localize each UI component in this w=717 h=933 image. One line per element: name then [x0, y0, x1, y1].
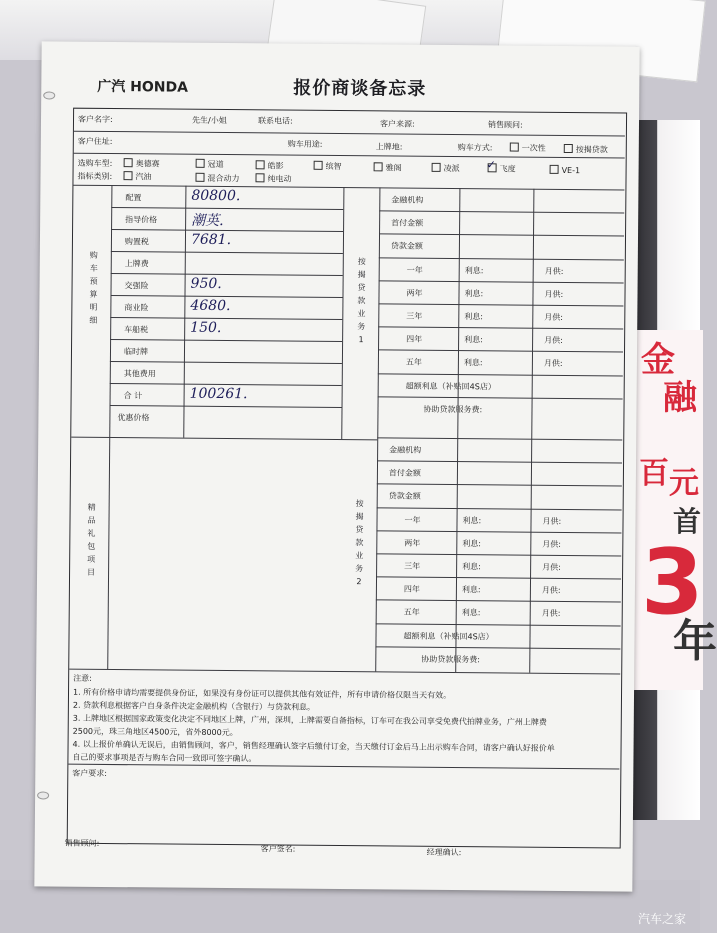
loan1-loan-year: 五年	[405, 357, 422, 368]
model-option: 冠道	[196, 159, 224, 170]
banner-char: 元	[669, 466, 699, 501]
budget-row-value: 7681.	[190, 231, 232, 249]
engine-option: 纯电动	[255, 173, 291, 184]
banner-char: 首	[673, 505, 702, 538]
budget-row-label: 合 计	[123, 391, 143, 401]
loan2-loan-year: 五年	[403, 607, 420, 618]
requirement-label: 客户要求:	[72, 768, 108, 779]
budget-row-label: 商业险	[124, 303, 149, 313]
loan1-monthly-label: 月供:	[544, 312, 564, 322]
footer-consultant: 销售顾问:	[64, 838, 100, 848]
loan2-interest-label: 利息:	[461, 608, 481, 618]
plate-label: 上牌地:	[375, 142, 403, 152]
loan1-monthly-label: 月供:	[544, 289, 564, 299]
note-item: 3. 上牌地区根据国家政策变化决定不同地区上牌，广州，深圳，上牌需要自备指标，订车可在我公司享受免费代拍牌业务，广州上牌费	[72, 713, 547, 727]
engine-option: 混合动力	[195, 173, 239, 184]
loan1-extra-interest: 超额利息（补贴回4S店）	[405, 381, 496, 391]
method-option: 按揭贷款	[564, 144, 608, 155]
model-option: 雅阁	[374, 162, 402, 173]
footer-customer-sign: 客户签名:	[260, 844, 296, 854]
banner-char: 3	[641, 530, 704, 635]
note-item: 4. 以上报价单确认无误后，由销售顾问，客户，销售经理确认签字后缴付订金，当天缴付订金后马上出示购车合同，请客户确认好报价单	[72, 739, 555, 753]
loan2-interest-label: 利息:	[462, 538, 482, 549]
model-option: 凌派	[432, 163, 460, 174]
note-item: 自己的要求事项是否与购车合同一致即可签字确认。	[72, 752, 257, 764]
loan2-loan-down-payment: 首付金额	[388, 468, 421, 478]
engine-option: 汽油	[123, 171, 151, 182]
loan2-loan-year: 四年	[403, 584, 420, 594]
budget-row-label: 临时牌	[123, 347, 149, 357]
models-label: 选购车型:	[77, 158, 113, 169]
loan1-loan-institution: 金融机构	[391, 195, 424, 205]
customer-name-label: 客户名字:	[77, 114, 113, 125]
budget-row-value: 950.	[190, 275, 222, 292]
budget-row-value: 150.	[190, 319, 222, 336]
loan2-loan-year: 两年	[404, 538, 421, 548]
loan2-extra-interest: 超额利息（补贴回4S店）	[403, 631, 494, 641]
note-item: 2500元，珠三角地区4500元，省外8000元。	[72, 726, 238, 738]
method-label: 购车方式:	[457, 143, 493, 153]
loan1-interest-label: 利息:	[464, 265, 484, 275]
budget-section-label: 购车预算明细	[89, 250, 98, 325]
footer-manager-sign: 经理确认:	[426, 847, 462, 858]
loan2-monthly-label: 月供:	[542, 539, 562, 549]
loan2-loan-institution: 金融机构	[389, 445, 422, 455]
loan2-service-fee: 协助贷款服务费:	[421, 654, 481, 665]
loan1-loan-year: 四年	[406, 334, 423, 344]
budget-row-label: 上牌费	[124, 259, 149, 269]
loan1-loan-year: 一年	[406, 265, 423, 275]
model-option: 奥德赛	[124, 158, 160, 169]
budget-row-value: 80800.	[191, 187, 241, 205]
loan1-interest-label: 利息:	[464, 288, 484, 299]
budget-row-value: 100261.	[189, 385, 248, 403]
loan2-section-label: 按揭贷款业务2	[355, 499, 364, 587]
loan1-interest-label: 利息:	[464, 335, 483, 345]
budget-row-label: 优惠价格	[117, 413, 150, 423]
loan1-loan-down-payment: 首付金额	[391, 218, 424, 228]
budget-row-label: 购置税	[124, 237, 149, 247]
loan1-monthly-label: 月供:	[543, 359, 563, 369]
loan2-loan-year: 一年	[404, 515, 421, 525]
budget-row-value: 潮英.	[191, 212, 224, 230]
engine-label: 指标类别:	[77, 171, 113, 182]
gender-label: 先生/小姐	[191, 115, 227, 126]
model-option-checked: ✓ 飞度	[486, 158, 516, 174]
budget-row-label: 车船税	[124, 325, 149, 335]
budget-row-label: 指导价格	[125, 215, 158, 225]
form-table	[64, 108, 627, 849]
banner-char: 年	[673, 616, 717, 667]
loan2-loan-year: 三年	[404, 561, 421, 571]
model-option: 缤智	[314, 161, 342, 172]
loan2-interest-label: 利息:	[462, 562, 481, 572]
loan1-loan-amount: 贷款金额	[390, 241, 423, 252]
budget-row-value: 4680.	[190, 297, 231, 315]
method-option: 一次性	[510, 142, 546, 153]
model-option: VE-1	[550, 165, 581, 175]
loan1-service-fee: 协助贷款服务费:	[423, 404, 483, 415]
loan2-interest-label: 利息:	[462, 515, 482, 525]
loan2-interest-label: 利息:	[461, 585, 481, 595]
loan1-loan-year: 三年	[406, 311, 423, 321]
phone-label: 联系电话:	[257, 116, 293, 126]
loan1-loan-year: 两年	[406, 288, 423, 298]
consultant-label: 销售顾问:	[487, 120, 523, 130]
budget-row-label: 配置	[125, 193, 142, 203]
loan2-monthly-label: 月供:	[541, 585, 561, 596]
loan2-loan-amount: 贷款金额	[388, 491, 421, 502]
address-label: 客户住址:	[77, 136, 113, 147]
loan2-monthly-label: 月供:	[541, 609, 561, 619]
notes-heading: 注意:	[73, 673, 92, 683]
loan1-interest-label: 利息:	[463, 358, 483, 368]
use-label: 购车用途:	[287, 139, 323, 149]
loan1-section-label: 按揭贷款业务1	[357, 257, 366, 345]
binder-hole	[37, 791, 49, 799]
note-item: 2. 贷款利息根据客户自身条件决定金融机构（含银行）与贷款利息。	[72, 700, 316, 712]
loan2-monthly-label: 月供:	[542, 562, 561, 572]
honda-logo: 广汽 HONDA	[97, 78, 189, 96]
banner-char: 融	[663, 378, 697, 418]
form-title: 报价商谈备忘录	[293, 77, 427, 100]
binder-hole	[43, 91, 55, 99]
loan1-monthly-label: 月供:	[544, 335, 563, 346]
loan1-monthly-label: 月供:	[544, 266, 564, 276]
budget-row-label: 其他费用	[123, 369, 156, 379]
note-item: 1. 所有价格申请均需要提供身份证，如果没有身份证可以提供其他有效证件，所有申请价格仅限当天有效。	[72, 687, 452, 701]
loan2-monthly-label: 月供:	[542, 516, 562, 526]
quotation-form	[34, 41, 639, 891]
budget-row-label: 交强险	[124, 281, 149, 291]
gift-section-label: 精品礼包项目	[87, 502, 96, 577]
promo-banner	[630, 330, 717, 690]
banner-char: 金	[641, 340, 675, 380]
watermark: 汽车之家	[637, 912, 686, 926]
model-option: 皓影	[256, 160, 284, 171]
source-label: 客户来源:	[379, 119, 415, 129]
loan1-interest-label: 利息:	[464, 312, 484, 322]
banner-char: 百	[639, 456, 669, 491]
